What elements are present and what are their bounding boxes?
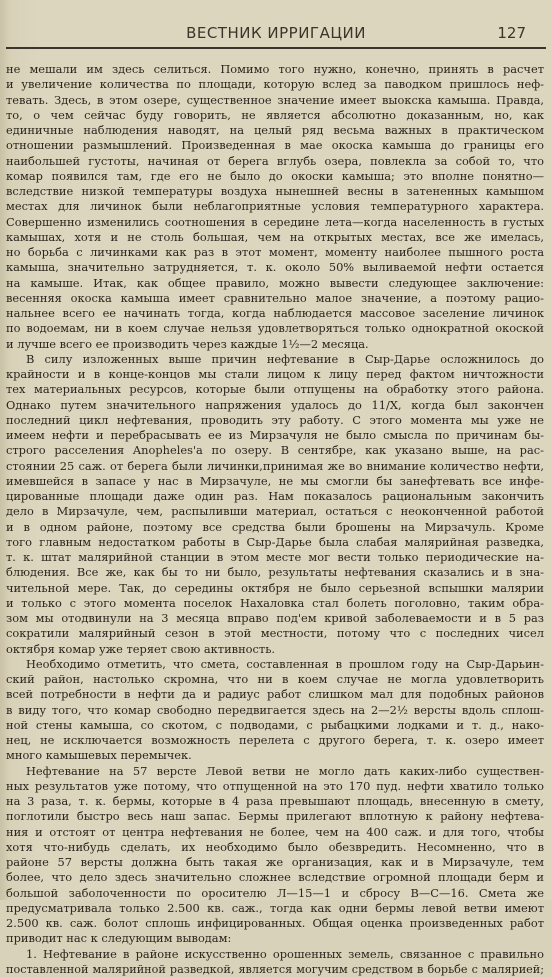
text-line: последний цикл нефтевания, проводить эту работу. С этого момента мы уже не (6, 412, 544, 427)
text-line: нальнее всего ее начинать тогда, когда наблюдается массовое заселение личинок (6, 306, 544, 320)
text-line: имеем нефти и перебрасывать ее из Мирзачуля не было смысла по причинам бы- (6, 428, 544, 442)
text-line: Однако путем значительного напряжения удалось до 11/X, когда был закончен (6, 397, 544, 412)
text-line: сократили малярийный сезон в этой местности, потому что с последних чисел (6, 626, 544, 641)
text-line: стоянии 25 саж. от берега были личинки,принимая же во внимание количество нефти, (6, 458, 544, 473)
text-line: то, о чем сейчас буду говорить, не является абсолютно доказанным, но, как (6, 107, 544, 122)
text-line: ния и отстоят от центра нефтевания не более, чем на 400 саж. и для того, чтобы (6, 824, 544, 839)
text-line: зом мы отодвинули на 3 месяца вправо под'ем кривой заболеваемости и в 5 раз (6, 611, 544, 625)
text-line: чительной мере. Так, до середины октября не было серьезной вспышки малярии (6, 580, 544, 595)
text-line: и в одном районе, поэтому все средства были брошены на Мирзачуль. Кроме (6, 519, 544, 534)
running-header (0, 22, 552, 48)
text-line: цированные площади даже один раз. Нам показалось рациональным закончить (6, 489, 544, 503)
text-line: Необходимо отметить, что смета, составленная в прошлом году на Сыр-Дарьин- (26, 656, 544, 671)
text-line: приводит нас к следующим выводам: (6, 931, 232, 946)
text-line: 1. Нефтевание в районе искусственно орошенных земель, связанное с правильно (26, 946, 544, 961)
text-line: нец, не исключается возможность перелета с другого берега, т. к. озеро имеет (6, 733, 544, 747)
text-line: В силу изложенных выше причин нефтевание в Сыр-Дарье осложнилось до (26, 351, 544, 366)
text-line: имевшейся в запасе у нас в Мирзачуле, не мы смогли бы занефтевать все инфе- (6, 473, 544, 488)
text-line: и увеличение количества по площади, которую вслед за паводком пришлось неф- (6, 77, 544, 92)
text-line: отношении размышлений. Произведенная в мае окоска камыша до границы его (6, 138, 544, 153)
text-line: комар появился там, где его не было до окоски камыша; это вполне понятно— (6, 168, 544, 183)
text-line: тех материальных ресурсов, которые были отпущены на обработку этого района. (6, 382, 544, 397)
text-line: камыша, значительно затрудняется, т. к. около 50% выливаемой нефти остается (6, 260, 544, 275)
text-line: ский район, настолько скромна, что ни в коем случае не могла удовлетворить (6, 672, 544, 686)
text-line: ной стены камыша, со скотом, с подводами, с рыбацкими лодками и т. д., нако- (6, 717, 544, 732)
article-body (6, 62, 544, 976)
text-line: Нефтевание на 57 версте Левой ветви не могло дать каких-либо существен- (26, 763, 544, 778)
text-line: по водоемам, ни в коем случае нельзя удовлетворяться только однократной окоской (6, 321, 544, 336)
text-line: местах для личинок были неблагоприятные условия температурного характера. (6, 199, 544, 214)
text-line: Совершенно изменились соотношения в середине лета—когда населенность в густых (6, 214, 544, 229)
text-line: наибольшей густоты, начиная от берега вглубь озера, повлекла за собой то, что (6, 153, 544, 168)
text-line: много камышевых перемычек. (6, 748, 192, 763)
text-line: тевать. Здесь, в этом озере, существенное значение имеет выокска камыша. Правда, (6, 92, 544, 107)
text-line: т. к. штат малярийной станции в этом месте мог вести только периодические на- (6, 550, 544, 564)
text-line: на камыше. Итак, как общее правило, можно вывести следующее заключение: (6, 275, 544, 290)
text-line: районе 57 версты должна быть такая же организация, как и в Мирзачуле, тем (6, 855, 544, 869)
text-line: и только с этого момента поселок Нахаловка стал болеть поголовно, таким обра- (6, 595, 544, 610)
text-line: строго расселения Anopheles'a по озеру. В сентябре, как указано выше, на рас- (6, 443, 544, 458)
text-line: 2.500 кв. саж. болот сплошь инфицированных. Общая оценка произведенных работ (6, 916, 544, 930)
text-line: дело в Мирзачуле, чем, распыливши материал, остаться с неоконченной работой (6, 504, 544, 519)
text-line: крайности и в конце-концов мы стали лицом к лицу перед фактом ничтожности (6, 367, 544, 381)
text-line: не мешали им здесь селиться. Помимо того нужно, конечно, принять в расчет (6, 62, 544, 76)
text-line: но борьба с личинками как раз в этот момент, моменту наиболее пышного роста (6, 245, 544, 259)
text-line: поглотили быстро весь наш запас. Бермы прилегают вплотную к району нефтева- (6, 809, 544, 824)
text-line: на 3 раза, т. к. бермы, которые в 4 раза превышают площадь, внесенную в смету, (6, 794, 544, 808)
text-line: всей потребности в нефти да и радиус работ слишком мал для подобных районов (6, 687, 544, 702)
header-rule (6, 47, 546, 49)
text-line: предусматривала только 2.500 кв. саж., тогда как одни бермы левой ветви имеют (6, 900, 544, 915)
text-line: вследствие низкой температуры воздуха нынешней весны в затененных камышом (6, 184, 544, 198)
text-line: блюдения. Все же, как бы то ни было, результаты нефтевания сказались и в зна- (6, 565, 544, 580)
page-number: 127 (497, 24, 526, 42)
text-line: ных результатов уже потому, что отпущенной на это 170 пуд. нефти хватило только (6, 778, 544, 793)
text-line: весенняя окоска камыша имеет сравнительно малое значение, а поэтому рацио- (6, 290, 544, 305)
text-line: в виду того, что комар свободно передвигается здесь на 2—2½ версты вдоль сплош- (6, 702, 544, 717)
text-line: того главным недостатком работы в Сыр-Дарье была слабая малярийная разведка, (6, 534, 544, 549)
text-line: и лучше всего ее производить через каждые 1½—2 месяца. (6, 336, 369, 351)
text-line: поставленной малярийной разведкой, является могучим средством в борьбе с малярией; (6, 962, 544, 976)
text-line: камышах, хотя и не столь большая, чем на открытых местах, все же имелась, (6, 229, 544, 244)
text-line: большой заболоченности по оросителю Л—15—1 и сбросу В—С—16. Смета же (6, 885, 544, 900)
text-line: октября комар уже теряет свою активность. (6, 641, 276, 656)
journal-title: ВЕСТНИК ИРРИГАЦИИ (186, 24, 366, 42)
text-line: хотя что-нибудь сделать, их необходимо было обезвредить. Несомненно, что в (6, 839, 544, 854)
text-line: единичные наблюдения наводят, на целый ряд весьма важных в практическом (6, 123, 544, 137)
text-line: более, что дело здесь значительно сложнее вследствие огромной площади берм и (6, 870, 544, 885)
